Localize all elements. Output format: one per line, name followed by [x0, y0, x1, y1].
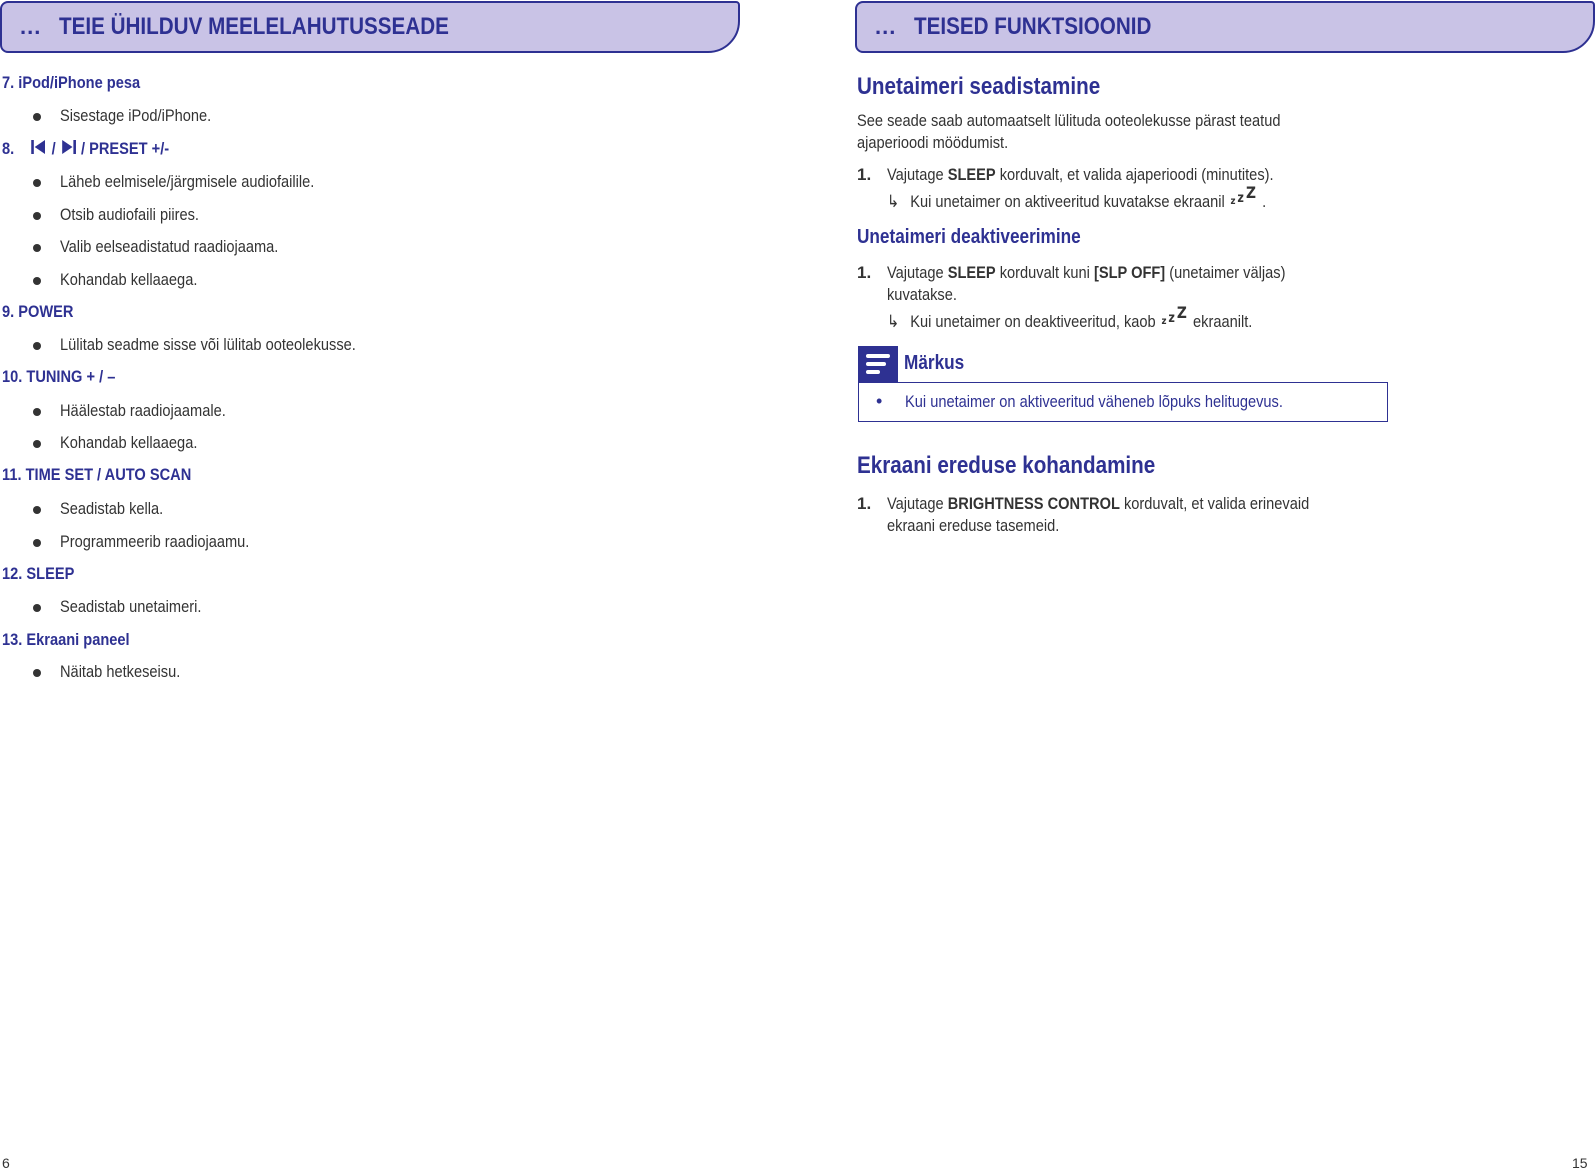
previous-track-icon — [30, 139, 45, 155]
right-page-title: TEISED FUNKTSIOONID — [914, 13, 1152, 40]
result-line: ↳ Kui unetaimer on deaktiveeritud, kaob z z Z ekraanilt. — [887, 303, 1253, 331]
page-number-right: 15 — [1572, 1155, 1588, 1171]
header-dots: ... — [20, 14, 42, 39]
list-item: Läheb eelmisele/järgmisele audiofailile. — [60, 172, 356, 192]
result-arrow-icon: ↳ — [887, 312, 900, 331]
right-page-header — [855, 1, 1595, 53]
list-item: Seadistab unetaimeri. — [60, 597, 224, 617]
step-text: Vajutage SLEEP korduvalt kuni [SLP OFF] (unetaimer väljas) kuvatakse. — [887, 263, 1286, 304]
list-item: Valib eelseadistatud raadiojaama. — [60, 237, 314, 257]
sleep-zz-icon: z z Z — [1230, 183, 1256, 207]
item-heading-7: 7. iPod/iPhone pesa — [2, 73, 141, 92]
list-item: Häälestab raadiojaamale. — [60, 401, 253, 421]
item-heading-11: 11. TIME SET / AUTO SCAN — [2, 465, 192, 484]
item-heading-13: 13. Ekraani paneel — [2, 630, 130, 649]
note-label: Märkus — [904, 352, 965, 374]
step-number: 1. — [857, 263, 872, 282]
result-arrow-icon: ↳ — [887, 192, 900, 211]
section-title-brightness: Ekraani ereduse kohandamine — [857, 452, 1156, 479]
step-number: 1. — [857, 165, 872, 184]
next-track-icon — [61, 139, 76, 155]
item-heading-9: 9. POWER — [2, 302, 74, 321]
list-item: Programmeerib raadiojaamu. — [60, 532, 280, 552]
page-number-left: 6 — [2, 1155, 10, 1171]
intro-paragraph: See seade saab automaatselt lülituda ooteolekusse pärast teatud ajaperioodi möödumist. — [857, 111, 1281, 152]
note-text: Kui unetaimer on aktiveeritud väheneb lõpuks helitugevus. — [905, 392, 1283, 411]
step-text: Vajutage SLEEP korduvalt, et valida ajaperioodi (minutites). — [887, 165, 1274, 184]
section-title-deactivate: Unetaimeri deaktiveerimine — [857, 226, 1081, 248]
list-item: Kohandab kellaaega. — [60, 433, 220, 453]
note-box — [858, 382, 1388, 422]
step-text: Vajutage BRIGHTNESS CONTROL korduvalt, et valida erinevaid ekraani ereduse tasemeid. — [887, 494, 1310, 535]
note-icon — [858, 346, 898, 382]
item-heading-12: 12. SLEEP — [2, 564, 75, 583]
step-number: 1. — [857, 494, 872, 513]
note-bullet: • — [876, 391, 883, 411]
left-page-header — [0, 1, 740, 53]
item-heading-8: 8. / / PRESET +/- — [2, 139, 170, 158]
list-item: Lülitab seadme sisse või lülitab ooteolekusse. — [60, 335, 404, 355]
section-title-sleep-timer: Unetaimeri seadistamine — [857, 73, 1101, 100]
list-item: Otsib audiofaili piires. — [60, 205, 222, 225]
item-heading-10: 10. TUNING + / – — [2, 367, 116, 386]
result-line: ↳ Kui unetaimer on aktiveeritud kuvatakse ekraanil z z Z . — [887, 183, 1267, 211]
sleep-zz-icon: z z Z — [1161, 303, 1187, 327]
list-item: Näitab hetkeseisu. — [60, 662, 200, 682]
list-item: Seadistab kella. — [60, 499, 180, 519]
header-dots: ... — [875, 14, 897, 39]
list-item: Kohandab kellaaega. — [60, 270, 220, 290]
left-page-title: TEIE ÜHILDUV MEELELAHUTUSSEADE — [59, 13, 450, 40]
list-item: Sisestage iPod/iPhone. — [60, 106, 236, 126]
